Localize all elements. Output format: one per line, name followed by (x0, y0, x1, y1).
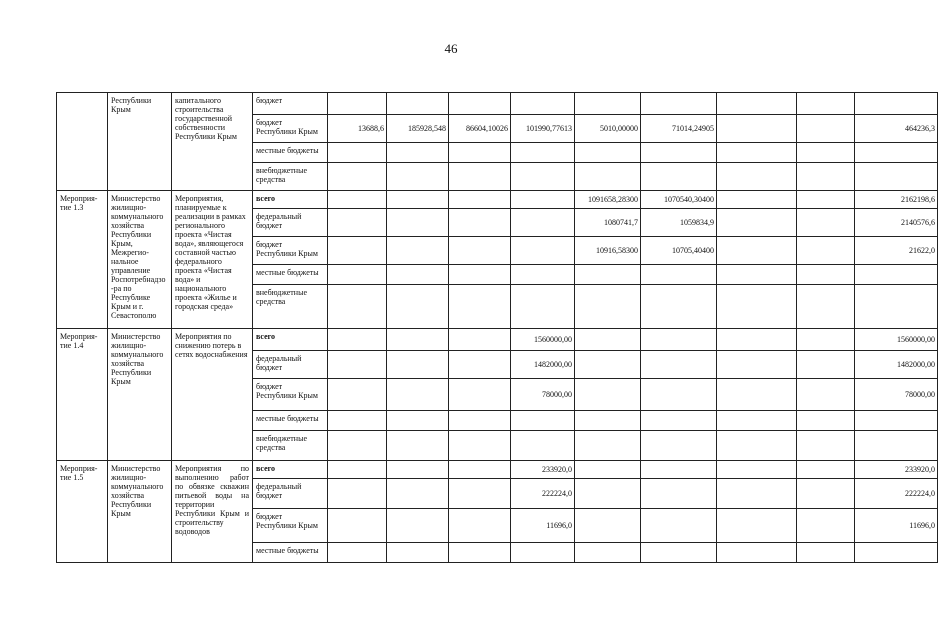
value-cell (797, 431, 855, 461)
value-cell (387, 461, 449, 479)
value-cell (641, 411, 717, 431)
value-cell (641, 163, 717, 191)
value-cell: 1070540,30400 (641, 191, 717, 209)
value-cell: 21622,0 (855, 237, 938, 265)
value-cell (328, 431, 387, 461)
value-cell (449, 379, 511, 411)
budget-table (56, 92, 938, 563)
value-cell (449, 351, 511, 379)
value-cell (717, 265, 797, 285)
value-cell (855, 265, 938, 285)
value-cell (328, 93, 387, 115)
value-cell: 78000,00 (511, 379, 575, 411)
value-cell (575, 93, 641, 115)
value-cell (641, 351, 717, 379)
value-cell (575, 431, 641, 461)
value-cell (641, 509, 717, 543)
measure-cell (57, 93, 108, 191)
value-cell (328, 379, 387, 411)
value-cell: 1059834,9 (641, 209, 717, 237)
table-row (57, 191, 938, 209)
value-cell: 233920,0 (511, 461, 575, 479)
value-cell (328, 209, 387, 237)
value-cell (717, 209, 797, 237)
value-cell: 1091658,28300 (575, 191, 641, 209)
value-cell (328, 163, 387, 191)
value-cell (797, 351, 855, 379)
value-cell (575, 479, 641, 509)
measure-cell: Мероприя-тие 1.4 (57, 329, 108, 461)
value-cell (328, 461, 387, 479)
value-cell (797, 265, 855, 285)
value-cell (387, 411, 449, 431)
value-cell: 233920,0 (855, 461, 938, 479)
value-cell (449, 461, 511, 479)
value-cell (717, 431, 797, 461)
value-cell: 1482000,00 (855, 351, 938, 379)
value-cell (387, 379, 449, 411)
value-cell (797, 209, 855, 237)
value-cell: 10916,58300 (575, 237, 641, 265)
value-cell (575, 329, 641, 351)
value-cell: 11696,0 (855, 509, 938, 543)
value-cell (449, 237, 511, 265)
funding-source-cell: всего (253, 191, 328, 209)
value-cell: 86604,10026 (449, 115, 511, 143)
value-cell (511, 209, 575, 237)
value-cell (717, 509, 797, 543)
funding-source-cell: всего (253, 461, 328, 479)
value-cell (641, 265, 717, 285)
value-cell (511, 543, 575, 563)
value-cell (387, 191, 449, 209)
value-cell (717, 351, 797, 379)
value-cell (387, 237, 449, 265)
value-cell (449, 509, 511, 543)
value-cell (797, 115, 855, 143)
value-cell: 2162198,6 (855, 191, 938, 209)
value-cell (328, 543, 387, 563)
value-cell (717, 285, 797, 329)
funding-source-cell: внебюджетные средства (253, 431, 328, 461)
value-cell (641, 379, 717, 411)
value-cell (641, 93, 717, 115)
value-cell (387, 163, 449, 191)
executor-cell: Министерство жилищно-коммунального хозяйства Республики Крым (108, 329, 172, 461)
value-cell (449, 191, 511, 209)
value-cell (387, 509, 449, 543)
value-cell (328, 411, 387, 431)
value-cell (511, 143, 575, 163)
value-cell (717, 143, 797, 163)
value-cell (511, 163, 575, 191)
value-cell (328, 191, 387, 209)
funding-source-cell: бюджет (253, 93, 328, 115)
funding-source-cell: местные бюджеты (253, 143, 328, 163)
table-body (57, 93, 938, 563)
funding-source-cell: федеральный бюджет (253, 351, 328, 379)
value-cell: 13688,6 (328, 115, 387, 143)
value-cell: 78000,00 (855, 379, 938, 411)
value-cell (511, 285, 575, 329)
value-cell (387, 431, 449, 461)
value-cell (575, 379, 641, 411)
value-cell (328, 509, 387, 543)
funding-source-cell: бюджет Республики Крым (253, 115, 328, 143)
value-cell (328, 265, 387, 285)
table-row (57, 93, 938, 115)
executor-cell: Министерство жилищно-коммунального хозяйства Республики Крым, Межрегио-нальное управление Роспотребнадзо-ра по Республике Крым и г. Севастополю (108, 191, 172, 329)
value-cell (387, 285, 449, 329)
table-row (57, 329, 938, 351)
value-cell (717, 115, 797, 143)
value-cell (641, 479, 717, 509)
value-cell (797, 191, 855, 209)
value-cell (511, 431, 575, 461)
value-cell: 101990,77613 (511, 115, 575, 143)
funding-source-cell: всего (253, 329, 328, 351)
executor-cell: Республики Крым (108, 93, 172, 191)
value-cell (575, 461, 641, 479)
value-cell (511, 191, 575, 209)
funding-source-cell: бюджет Республики Крым (253, 509, 328, 543)
value-cell (641, 543, 717, 563)
funding-source-cell: внебюджетные средства (253, 163, 328, 191)
value-cell (387, 351, 449, 379)
value-cell (449, 163, 511, 191)
value-cell (328, 237, 387, 265)
value-cell: 5010,00000 (575, 115, 641, 143)
funding-source-cell: местные бюджеты (253, 265, 328, 285)
value-cell (717, 379, 797, 411)
value-cell (328, 285, 387, 329)
value-cell (641, 461, 717, 479)
value-cell: 185928,548 (387, 115, 449, 143)
value-cell (387, 209, 449, 237)
value-cell (797, 411, 855, 431)
value-cell (717, 329, 797, 351)
value-cell (717, 93, 797, 115)
value-cell: 10705,40400 (641, 237, 717, 265)
value-cell (387, 143, 449, 163)
funding-source-cell: местные бюджеты (253, 411, 328, 431)
value-cell: 1482000,00 (511, 351, 575, 379)
value-cell: 1560000,00 (855, 329, 938, 351)
value-cell (797, 461, 855, 479)
value-cell (641, 143, 717, 163)
value-cell (328, 329, 387, 351)
value-cell (328, 143, 387, 163)
value-cell (449, 543, 511, 563)
value-cell (387, 479, 449, 509)
value-cell (575, 411, 641, 431)
value-cell (641, 329, 717, 351)
value-cell (511, 237, 575, 265)
value-cell (855, 411, 938, 431)
funding-source-cell: федеральный бюджет (253, 479, 328, 509)
value-cell (387, 543, 449, 563)
description-cell: Мероприятия по выполнению работ по обвязке скважин питьевой воды на территории Республики Крым и строительству водоводов (172, 461, 253, 563)
value-cell (797, 509, 855, 543)
value-cell: 1080741,7 (575, 209, 641, 237)
value-cell (855, 143, 938, 163)
executor-cell: Министерство жилищно-коммунального хозяйства Республики Крым (108, 461, 172, 563)
value-cell (797, 143, 855, 163)
value-cell (575, 143, 641, 163)
value-cell (449, 143, 511, 163)
value-cell: 71014,24905 (641, 115, 717, 143)
funding-source-cell: бюджет Республики Крым (253, 379, 328, 411)
value-cell (641, 285, 717, 329)
description-cell: Мероприятия, планируемые к реализации в рамках регионального проекта «Чистая вода», являющегося составной частью федерального проекта «Чистая вода» и национального проекта «Жилье и городская среда» (172, 191, 253, 329)
value-cell (717, 479, 797, 509)
value-cell (449, 285, 511, 329)
value-cell (575, 543, 641, 563)
description-cell: Мероприятия по снижению потерь в сетях водоснабжения (172, 329, 253, 461)
funding-source-cell: бюджет Республики Крым (253, 237, 328, 265)
value-cell: 464236,3 (855, 115, 938, 143)
value-cell (855, 431, 938, 461)
value-cell (575, 509, 641, 543)
value-cell (855, 285, 938, 329)
value-cell (855, 163, 938, 191)
table-row (57, 461, 938, 479)
value-cell (797, 479, 855, 509)
value-cell (575, 265, 641, 285)
value-cell (855, 543, 938, 563)
value-cell (511, 411, 575, 431)
value-cell: 222224,0 (855, 479, 938, 509)
value-cell: 222224,0 (511, 479, 575, 509)
value-cell (717, 543, 797, 563)
value-cell: 2140576,6 (855, 209, 938, 237)
value-cell (797, 543, 855, 563)
value-cell (449, 265, 511, 285)
value-cell: 11696,0 (511, 509, 575, 543)
value-cell (797, 285, 855, 329)
value-cell (328, 351, 387, 379)
value-cell (855, 93, 938, 115)
value-cell (717, 237, 797, 265)
value-cell (387, 265, 449, 285)
value-cell (449, 411, 511, 431)
measure-cell: Мероприя-тие 1.3 (57, 191, 108, 329)
funding-source-cell: федеральный бюджет (253, 209, 328, 237)
measure-cell: Мероприя-тие 1.5 (57, 461, 108, 563)
value-cell (575, 163, 641, 191)
value-cell (797, 93, 855, 115)
value-cell (387, 329, 449, 351)
value-cell (449, 93, 511, 115)
value-cell (449, 479, 511, 509)
value-cell (387, 93, 449, 115)
value-cell (717, 191, 797, 209)
value-cell (511, 265, 575, 285)
value-cell (797, 237, 855, 265)
value-cell (797, 379, 855, 411)
value-cell (449, 329, 511, 351)
value-cell (717, 461, 797, 479)
value-cell (449, 209, 511, 237)
funding-source-cell: местные бюджеты (253, 543, 328, 563)
value-cell (797, 163, 855, 191)
value-cell (511, 93, 575, 115)
value-cell (717, 411, 797, 431)
value-cell (717, 163, 797, 191)
value-cell (328, 479, 387, 509)
page-number: 46 (444, 41, 458, 56)
description-cell: капитального строительства государственной собственности Республики Крым (172, 93, 253, 191)
value-cell (575, 285, 641, 329)
value-cell (449, 431, 511, 461)
value-cell (641, 431, 717, 461)
value-cell (797, 329, 855, 351)
value-cell: 1560000,00 (511, 329, 575, 351)
value-cell (575, 351, 641, 379)
funding-source-cell: внебюджетные средства (253, 285, 328, 329)
